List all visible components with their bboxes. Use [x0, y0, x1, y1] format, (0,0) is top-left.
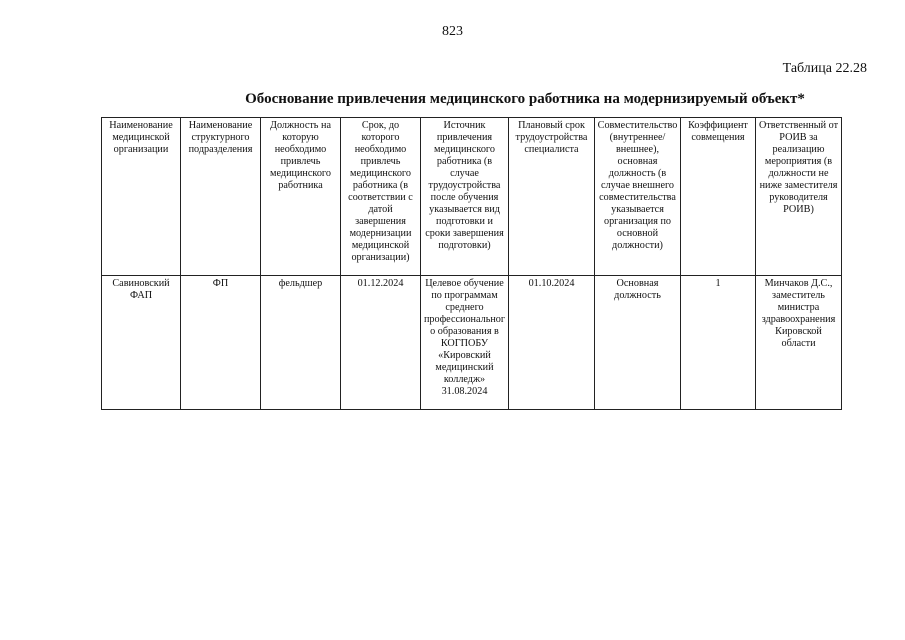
header-deadline: Срок, до которого необходимо привлечь медицинского работника (в соответствии с датой завершения модернизации медицинской организации) — [341, 118, 421, 276]
header-combination: Совместительство (внутреннее/внешнее), основная должность (в случае внешнего совместительства указывается организация по основной должности) — [595, 118, 681, 276]
cell-planned-date: 01.10.2024 — [509, 276, 595, 410]
table-label: Таблица 22.28 — [782, 61, 867, 76]
cell-source: Целевое обучение по программам среднего профессионального образования в КОГПОБУ «Кировский медицинский колледж» 31.08.2024 — [421, 276, 509, 410]
header-position: Должность на которую необходимо привлечь медицинского работника — [261, 118, 341, 276]
cell-position: фельдшер — [261, 276, 341, 410]
cell-coefficient: 1 — [681, 276, 756, 410]
header-responsible: Ответственный от РОИВ за реализацию мероприятия (в должности не ниже заместителя руководителя РОИВ) — [756, 118, 842, 276]
table-header-row — [102, 118, 842, 276]
cell-responsible: Минчаков Д.С., заместитель министра здравоохранения Кировской области — [756, 276, 842, 410]
cell-organization: Савиновский ФАП — [102, 276, 181, 410]
cell-structural-unit: ФП — [181, 276, 261, 410]
header-organization: Наименование медицинской организации — [102, 118, 181, 276]
document-title: Обоснование привлечения медицинского работника на модернизируемый объект* — [245, 91, 805, 107]
header-coefficient: Коэффициент совмещения — [681, 118, 756, 276]
header-planned-date: Плановый срок трудоустройства специалиста — [509, 118, 595, 276]
cell-deadline: 01.12.2024 — [341, 276, 421, 410]
justification-table — [101, 117, 842, 410]
header-source: Источник привлечения медицинского работника (в случае трудоустройства после обучения указывается вид подготовки и сроки завершения подготовки) — [421, 118, 509, 276]
table-row — [102, 276, 842, 410]
cell-combination: Основная должность — [595, 276, 681, 410]
page-number: 823 — [442, 24, 463, 39]
header-structural-unit: Наименование структурного подразделения — [181, 118, 261, 276]
